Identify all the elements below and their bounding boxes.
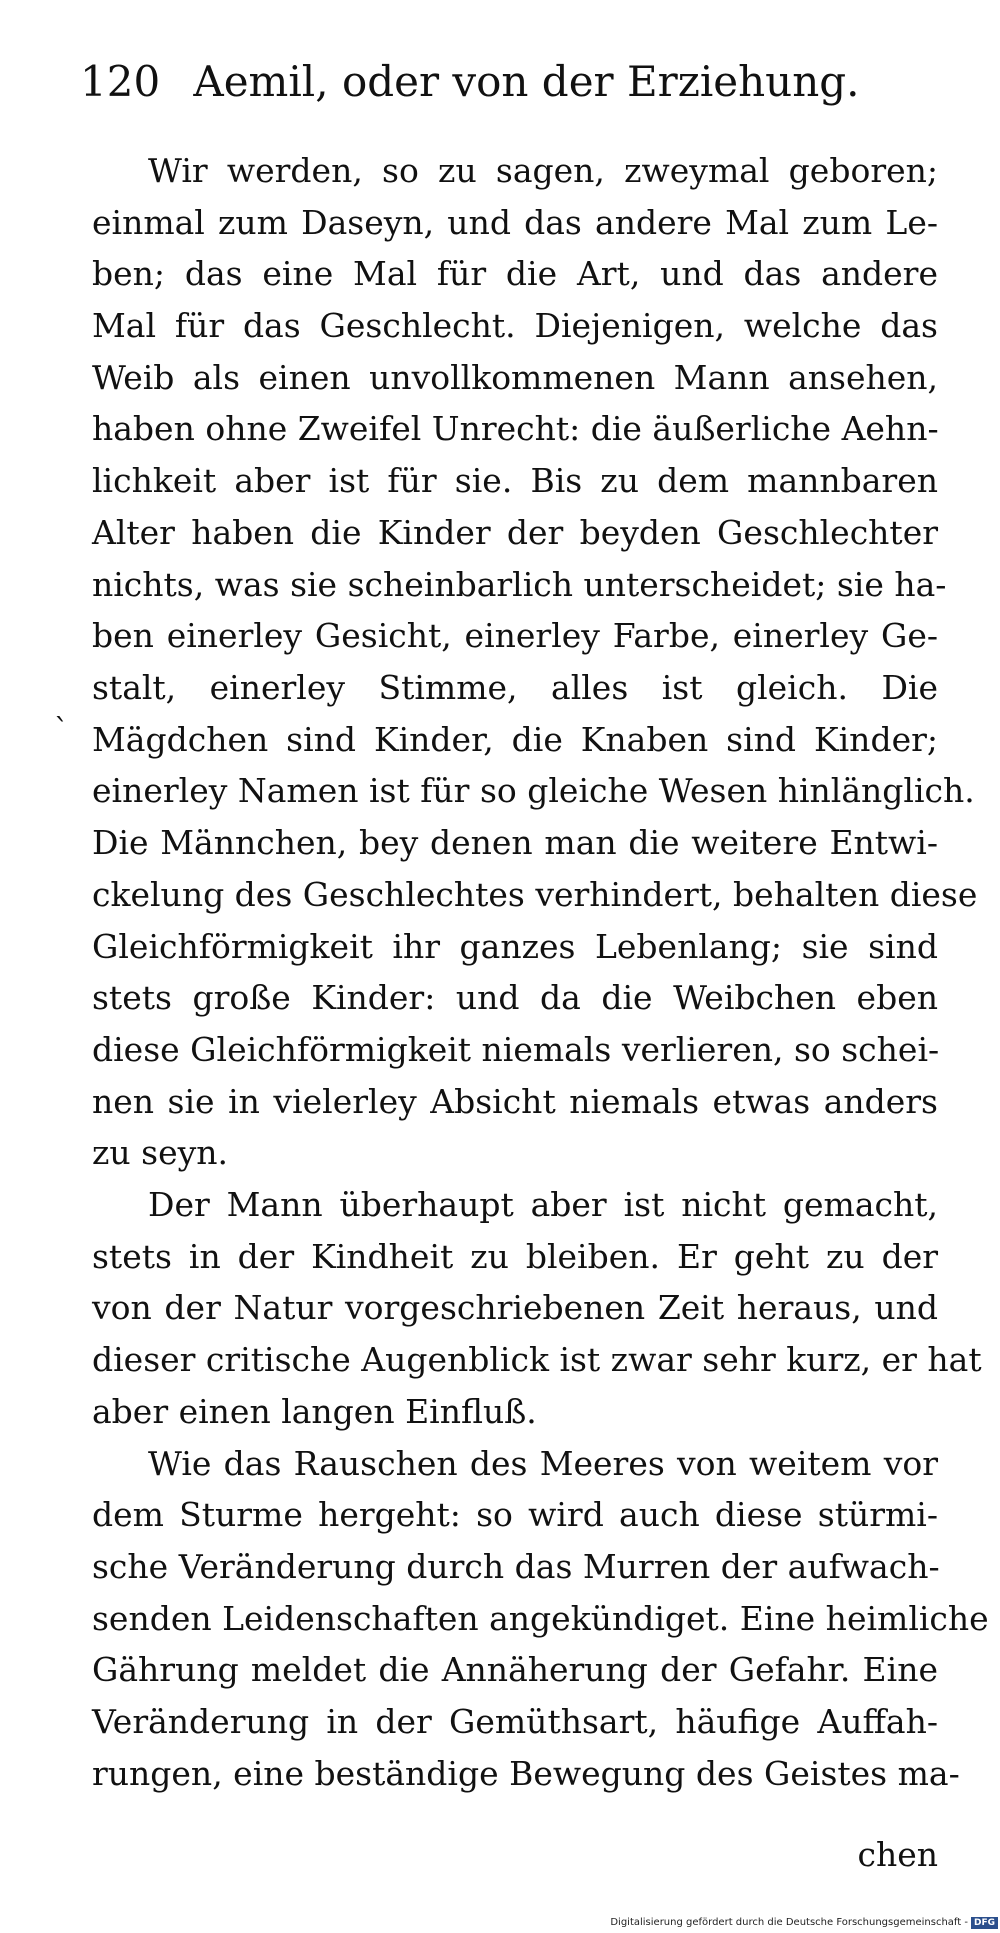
catchword: chen xyxy=(857,1835,938,1874)
text-line: aber einen langen Einfluß. xyxy=(92,1392,537,1431)
text-line: Veränderung in der Gemüthsart, häufige Auffah- xyxy=(92,1702,938,1741)
text-line: nen sie in vielerley Absicht niemals etwas anders xyxy=(92,1082,938,1121)
page-number: 120 xyxy=(80,57,161,106)
text-line: Alter haben die Kinder der beyden Geschlechter xyxy=(92,513,938,552)
text-line: Mägdchen sind Kinder, die Knaben sind Kinder; xyxy=(92,720,938,759)
text-line: ckelung des Geschlechtes verhindert, behalten diese xyxy=(92,875,978,914)
text-line: Mal für das Geschlecht. Diejenigen, welche das xyxy=(92,306,938,345)
text-line: ben einerley Gesicht, einerley Farbe, einerley Ge- xyxy=(92,616,938,655)
credit-text: Digitalisierung gefördert durch die Deutsche Forschungsgemeinschaft - xyxy=(610,1917,968,1928)
text-line: stets in der Kindheit zu bleiben. Er geht zu der xyxy=(92,1237,938,1276)
text-line: senden Leidenschaften angekündiget. Eine heimliche xyxy=(92,1599,989,1638)
text-line: Der Mann überhaupt aber ist nicht gemacht, xyxy=(148,1185,938,1224)
digitization-credit xyxy=(610,1916,998,1930)
text-line: ben; das eine Mal für die Art, und das andere xyxy=(92,254,938,293)
text-line: Weib als einen unvollkommenen Mann ansehen, xyxy=(92,358,938,397)
page-header xyxy=(80,52,940,112)
text-line: einmal zum Daseyn, und das andere Mal zum Le- xyxy=(92,203,938,242)
text-line: dieser critische Augenblick ist zwar sehr kurz, er hat xyxy=(92,1340,982,1379)
text-line: einerley Namen ist für so gleiche Wesen hinlänglich. xyxy=(92,771,975,810)
text-line: stets große Kinder: und da die Weibchen eben xyxy=(92,978,938,1017)
margin-mark: ˋ xyxy=(54,713,69,748)
text-line: dem Sturme hergeht: so wird auch diese stürmi- xyxy=(92,1495,938,1534)
text-line: Wir werden, so zu sagen, zweymal geboren; xyxy=(148,151,938,190)
text-line: lichkeit aber ist für sie. Bis zu dem mannbaren xyxy=(92,461,938,500)
text-line: zu seyn. xyxy=(92,1133,228,1172)
text-line: Gährung meldet die Annäherung der Gefahr. Eine xyxy=(92,1650,938,1689)
running-title: Aemil, oder von der Erziehung. xyxy=(193,57,860,106)
text-line: nichts, was sie scheinbarlich unterscheidet; sie ha- xyxy=(92,565,947,604)
text-line: stalt, einerley Stimme, alles ist gleich. Die xyxy=(92,668,938,707)
text-line: Gleichförmigkeit ihr ganzes Lebenlang; sie sind xyxy=(92,927,938,966)
text-line: Die Männchen, bey denen man die weitere Entwi- xyxy=(92,823,938,862)
dfg-logo: DFG xyxy=(971,1917,998,1929)
text-line: rungen, eine beständige Bewegung des Geistes ma- xyxy=(92,1754,960,1793)
text-line: von der Natur vorgeschriebenen Zeit heraus, und xyxy=(92,1288,938,1327)
text-line: sche Veränderung durch das Murren der aufwach- xyxy=(92,1547,940,1586)
text-line: diese Gleichförmigkeit niemals verlieren, so schei- xyxy=(92,1030,940,1069)
text-line: Wie das Rauschen des Meeres von weitem vor xyxy=(148,1444,938,1483)
text-line: haben ohne Zweifel Unrecht: die äußerliche Aehn- xyxy=(92,409,939,448)
